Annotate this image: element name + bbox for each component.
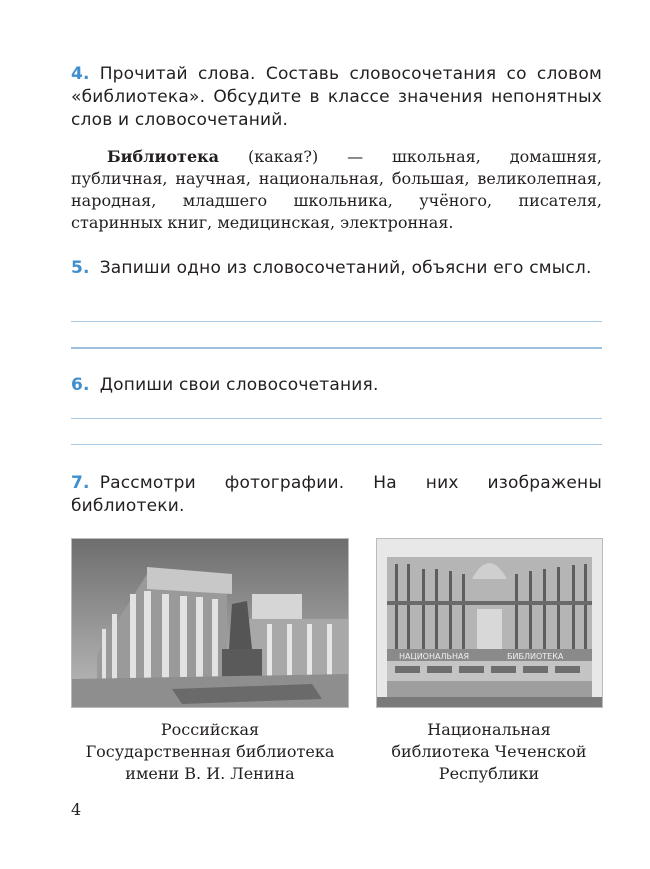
photo-russian-state-library (71, 538, 349, 708)
writing-line[interactable] (71, 444, 602, 445)
task-4 (71, 63, 602, 132)
page-number: 4 (71, 800, 82, 819)
photo-chechen-national-library (376, 538, 603, 708)
caption-line: Национальная (427, 720, 551, 739)
writing-line[interactable] (71, 418, 602, 419)
task-number: 6. (71, 375, 90, 395)
caption-line: имени В. И. Ленина (125, 764, 295, 783)
task-number: 5. (71, 258, 90, 278)
word-list (71, 146, 602, 234)
caption-line: Государственная библиотека (85, 742, 335, 761)
caption-line: библиотека Чеченской (391, 742, 587, 761)
caption-line: Российская (160, 720, 260, 739)
writing-line[interactable] (71, 347, 602, 349)
task-text: Запиши одно из словосочетаний, объясни его смысл. (99, 258, 592, 278)
task-6 (71, 374, 602, 397)
task-number: 7. (71, 473, 90, 493)
caption-russian-state-library (60, 719, 360, 785)
task-7 (71, 472, 602, 518)
task-text: Прочитай слова. Составь словосочетания со словом «библиотека». Обсудите в классе значения непонятных слов и словосочетаний. (71, 64, 602, 130)
sign-right: БИБЛИОТЕКА (507, 652, 564, 661)
library-building-image (72, 539, 348, 707)
task-text: Допиши свои словосочетания. (99, 375, 379, 395)
caption-line: Республики (438, 764, 540, 783)
caption-chechen-national-library (370, 719, 608, 785)
word-list-head: Библиотека (107, 147, 220, 166)
library-building-image (377, 539, 602, 707)
task-5 (71, 257, 602, 280)
task-text: Рассмотри фотографии. На них изображены библиотеки. (71, 473, 602, 516)
word-list-rest: (какая?) — школьная, домашняя, публичная, научная, национальная, большая, великолепная, народная, младшего школьника, учёного, писателя, старинных книг, медицинская, электронная. (71, 147, 602, 232)
task-number: 4. (71, 64, 90, 84)
writing-line[interactable] (71, 321, 602, 322)
sign-left: НАЦИОНАЛЬНАЯ (399, 652, 470, 661)
